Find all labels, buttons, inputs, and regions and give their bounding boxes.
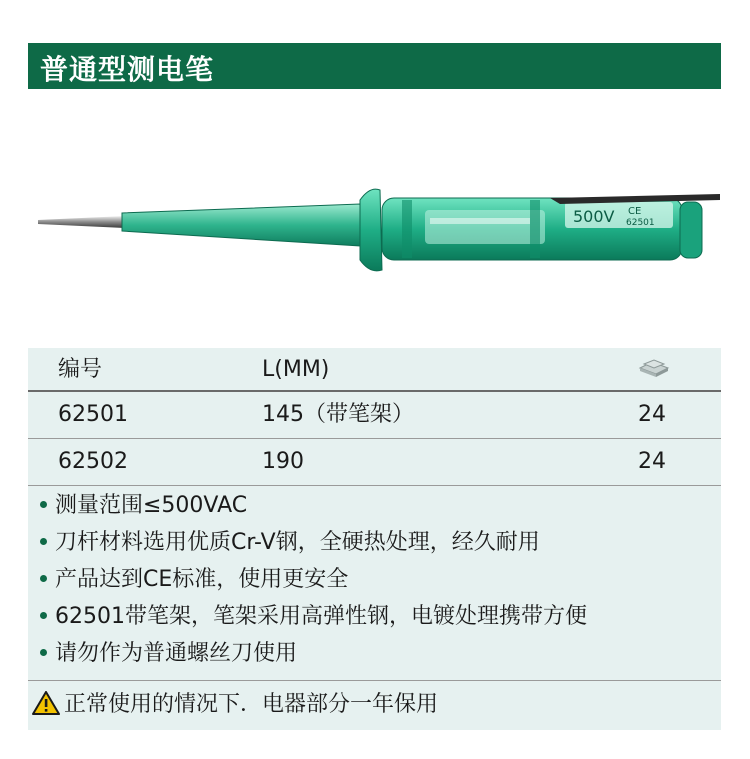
box-stack-icon: [638, 354, 670, 385]
page-title: 普通型测电笔: [40, 53, 215, 86]
bullet-dot-icon: [40, 612, 47, 619]
model-mark: 62501: [626, 218, 655, 228]
row-code: 62501: [58, 402, 128, 427]
table-row: [28, 439, 721, 486]
flange: [360, 189, 382, 271]
warning-icon: [32, 691, 60, 715]
voltage-tester-image: [30, 180, 720, 280]
list-item: 请勿作为普通螺丝刀使用: [40, 640, 297, 668]
spec-panel: [28, 348, 721, 730]
table-header: [28, 348, 721, 392]
bullet-dot-icon: [40, 538, 47, 545]
shaft: [122, 204, 360, 246]
table-row: [28, 392, 721, 439]
warranty-text: 正常使用的情况下．电器部分一年保用: [64, 692, 439, 717]
row-qty: 24: [638, 402, 666, 427]
bullet-dot-icon: [40, 575, 47, 582]
bullet-dot-icon: [40, 649, 47, 656]
header-code: 编号: [58, 357, 103, 382]
title-bar: [28, 43, 721, 89]
list-item: 刀杆材料选用优质Cr-V钢，全硬热处理，经久耐用: [40, 529, 540, 557]
warranty-note: [32, 691, 438, 719]
list-item: 62501带笔架，笔架采用高弹性钢，电镀处理携带方便: [40, 603, 587, 631]
bullet-dot-icon: [40, 501, 47, 508]
list-item: 测量范围≤500VAC: [40, 492, 247, 520]
blade-tip: [38, 216, 125, 228]
row-length: 145（带笔架）: [262, 402, 414, 427]
voltage-mark: 500V: [573, 207, 615, 226]
header-length: L(MM): [262, 357, 330, 382]
end-cap: [680, 202, 702, 258]
row-qty: 24: [638, 449, 666, 474]
row-length: 190: [262, 449, 304, 474]
ce-mark: CE: [628, 206, 642, 217]
row-code: 62502: [58, 449, 128, 474]
list-item: 产品达到CE标准，使用更安全: [40, 566, 348, 594]
feature-list: [28, 488, 721, 681]
